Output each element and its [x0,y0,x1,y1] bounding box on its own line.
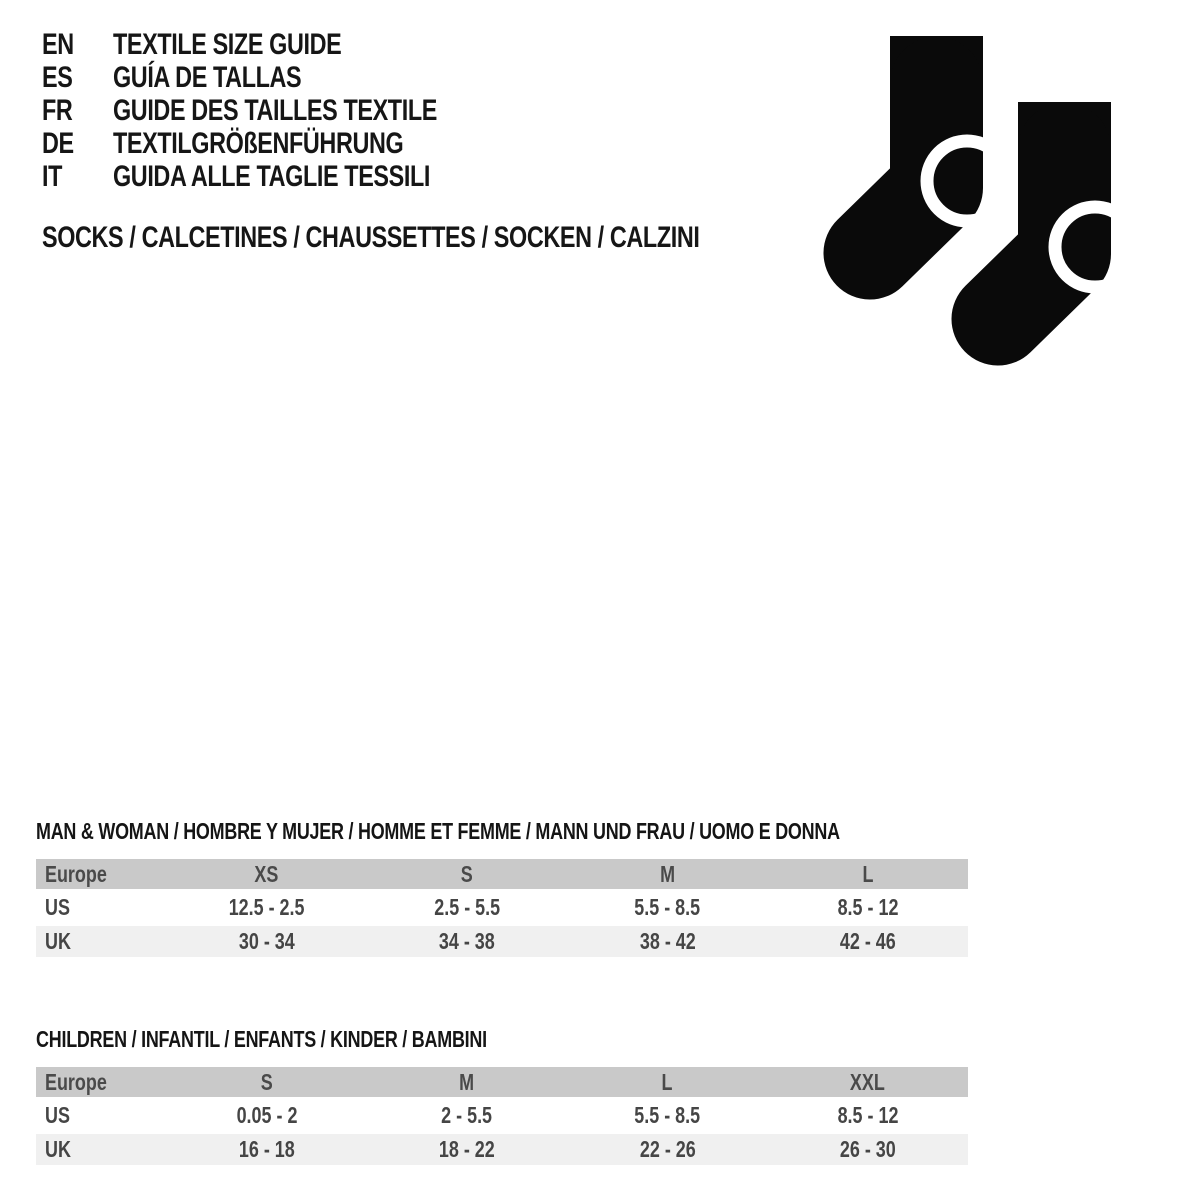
language-code: IT [42,159,63,193]
size-cell: 0.05 - 2 [166,1100,366,1131]
language-code: EN [42,27,74,61]
children-size-section [36,1026,968,1168]
language-code: ES [42,60,73,94]
man-woman-size-section [36,818,968,960]
size-cell: 5.5 - 8.5 [567,892,767,923]
size-cell: 38 - 42 [567,926,767,957]
guide-title-it: GUIDA ALLE TAGLIE TESSILI [113,159,430,193]
row-label: US [36,892,166,923]
column-header-xs: XS [166,859,366,889]
sock-right [998,102,1135,319]
language-title-list [42,28,528,193]
size-cell: 2.5 - 5.5 [367,892,567,923]
language-row-de [42,127,528,160]
column-header-s: S [166,1067,366,1097]
table-row-us [36,892,968,923]
size-cell: 2 - 5.5 [367,1100,567,1131]
size-cell: 8.5 - 12 [768,1100,968,1131]
size-cell: 5.5 - 8.5 [567,1100,767,1131]
column-header-region: Europe [36,859,166,889]
size-cell: 18 - 22 [367,1134,567,1165]
guide-title-de: TEXTILGRÖßENFÜHRUNG [113,126,404,160]
column-header-l: L [768,859,968,889]
language-row-it [42,160,528,193]
language-code: FR [42,93,73,127]
row-label: UK [36,1134,166,1165]
sock-left [870,36,1007,253]
children-size-table [36,1064,968,1168]
size-cell: 8.5 - 12 [768,892,968,923]
socks-icon [800,18,1140,368]
language-code: DE [42,126,74,160]
column-header-m: M [567,859,767,889]
children-table-title: CHILDREN / INFANTIL / ENFANTS / KINDER / BAMBINI [36,1026,487,1052]
guide-title-es: GUÍA DE TALLAS [113,60,302,94]
size-cell: 30 - 34 [166,926,366,957]
language-row-fr [42,94,528,127]
man-woman-size-table [36,856,968,960]
size-cell: 12.5 - 2.5 [166,892,366,923]
table-row-uk [36,1134,968,1165]
table-row-us [36,1100,968,1131]
column-header-s: S [367,859,567,889]
row-label: US [36,1100,166,1131]
size-cell: 34 - 38 [367,926,567,957]
column-header-region: Europe [36,1067,166,1097]
size-cell: 22 - 26 [567,1134,767,1165]
language-row-en [42,28,528,61]
header-row [36,859,968,889]
row-label: UK [36,926,166,957]
product-category-line: SOCKS / CALCETINES / CHAUSSETTES / SOCKEN / CALZINI [42,221,700,254]
column-header-m: M [367,1067,567,1097]
size-cell: 26 - 30 [768,1134,968,1165]
guide-title-fr: GUIDE DES TAILLES TEXTILE [113,93,437,127]
column-header-xxl: XXL [768,1067,968,1097]
column-header-l: L [567,1067,767,1097]
size-cell: 42 - 46 [768,926,968,957]
table-row-uk [36,926,968,957]
man-woman-table-title: MAN & WOMAN / HOMBRE Y MUJER / HOMME ET FEMME / MANN UND FRAU / UOMO E DONNA [36,818,840,844]
language-row-es [42,61,528,94]
size-cell: 16 - 18 [166,1134,366,1165]
guide-title-en: TEXTILE SIZE GUIDE [113,27,342,61]
header-row [36,1067,968,1097]
